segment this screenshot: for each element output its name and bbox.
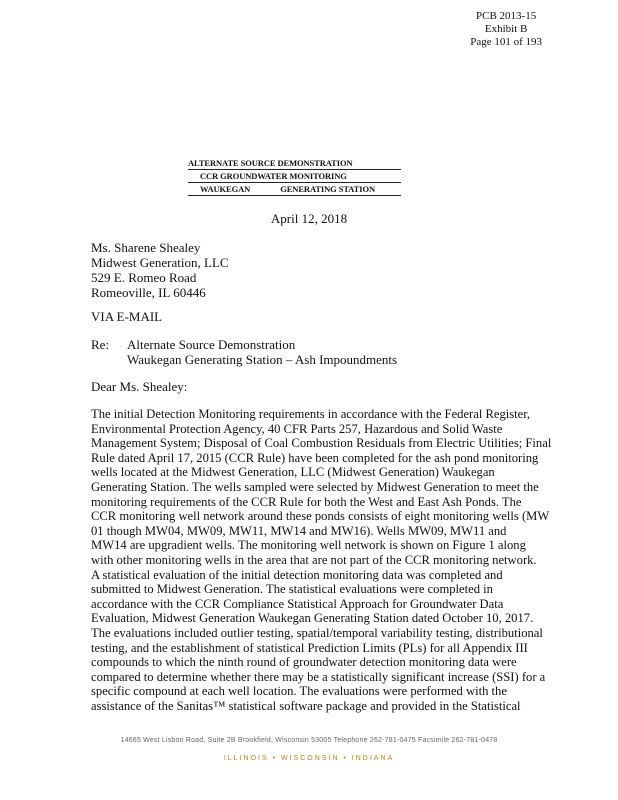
- body-line: Environmental Protection Agency, 40 CFR Parts 257, Hazardous and Solid Waste: [91, 421, 503, 436]
- header-site-name: WAUKEGAN: [200, 184, 251, 194]
- salutation: Dear Ms. Shealey:: [91, 379, 188, 394]
- body-line: with other monitoring wells in the area that are not part of the CCR monitoring network.: [91, 552, 537, 567]
- address-line: Midwest Generation, LLC: [91, 255, 229, 270]
- body-line: The evaluations included outlier testing, spatial/temporal variability testing, distributional: [91, 625, 543, 640]
- letter-header: [188, 157, 401, 196]
- delivery-method: VIA E-MAIL: [91, 309, 163, 324]
- header-subtitle: CCR GROUNDWATER MONITORING: [188, 170, 401, 183]
- address-line: Ms. Sharene Shealey: [91, 240, 201, 255]
- header-title: ALTERNATE SOURCE DEMONSTRATION: [188, 157, 401, 170]
- body-line: testing, and the establishment of statistical Prediction Limits (PLs) for all Appendix III: [91, 640, 528, 655]
- header-site-type: GENERATING STATION: [280, 184, 376, 194]
- case-number: PCB 2013-15: [475, 10, 537, 22]
- body-line: assistance of the Sanitas™ statistical software package and provided in the Statistical: [91, 698, 521, 713]
- header-site: [188, 183, 401, 196]
- body-line: The initial Detection Monitoring requirements in accordance with the Federal Register,: [91, 407, 531, 421]
- body-line: Evaluation, Midwest Generation Waukegan Generating Station dated October 10, 2017.: [91, 611, 534, 626]
- body-line: MW14 are upgradient wells. The monitoring well network is shown on Figure 1 along: [91, 538, 526, 553]
- body-line: specific compound at each well location. The evaluations were performed with the: [91, 684, 507, 699]
- address-line: Romeoville, IL 60446: [91, 285, 206, 300]
- body-line: compounds to which the ninth round of groundwater detection monitoring data were: [91, 655, 517, 670]
- subject-line-1: Alternate Source Demonstration: [127, 337, 296, 352]
- body-line: wells located at the Midwest Generation, LLC (Midwest Generation) Waukegan: [91, 465, 495, 480]
- body-line: Generating Station. The wells sampled were selected by Midwest Generation to meet the: [91, 479, 539, 494]
- exhibit-stamp: [470, 10, 542, 49]
- body-line: Rule dated April 17, 2015 (CCR Rule) have been completed for the ash pond monitoring: [91, 450, 539, 465]
- recipient-address: [91, 240, 229, 300]
- footer-address: 14665 West Lisbon Road, Suite 2B Brookfield, Wisconsin 53005 Telephone 262-781-0475 Facsimile 262-781-0478: [120, 737, 498, 744]
- body-line: 01 though MW04, MW09, MW11, MW14 and MW16). Wells MW09, MW11 and: [91, 523, 507, 538]
- body-line: accordance with the CCR Compliance Statistical Approach for Groundwater Data: [91, 596, 504, 611]
- subject-label: Re:: [91, 337, 110, 352]
- body-line: compared to determine whether there may be a statistically significant increase (SSI) for a: [91, 669, 546, 684]
- body-line: Management System; Disposal of Coal Combustion Residuals from Electric Utilities; Final: [91, 436, 552, 451]
- body-line: submitted to Midwest Generation. The statistical evaluations were completed in: [91, 582, 493, 597]
- body-line: A statistical evaluation of the initial detection monitoring data was completed and: [91, 567, 503, 582]
- address-line: 529 E. Romeo Road: [91, 270, 197, 285]
- letter-body: [91, 407, 576, 713]
- footer-states: ILLINOIS • WISCONSIN • INDIANA: [223, 755, 395, 762]
- subject-line-2: Waukegan Generating Station – Ash Impoundments: [127, 352, 398, 367]
- body-line: monitoring requirements of the CCR Rule for both the West and East Ash Ponds. The: [91, 494, 522, 509]
- letter-date: April 12, 2018: [270, 211, 348, 226]
- exhibit-label: Exhibit B: [484, 23, 528, 35]
- page-number: Page 101 of 193: [470, 36, 542, 48]
- body-line: CCR monitoring well network around these ponds consists of eight monitoring wells (MW: [91, 509, 550, 524]
